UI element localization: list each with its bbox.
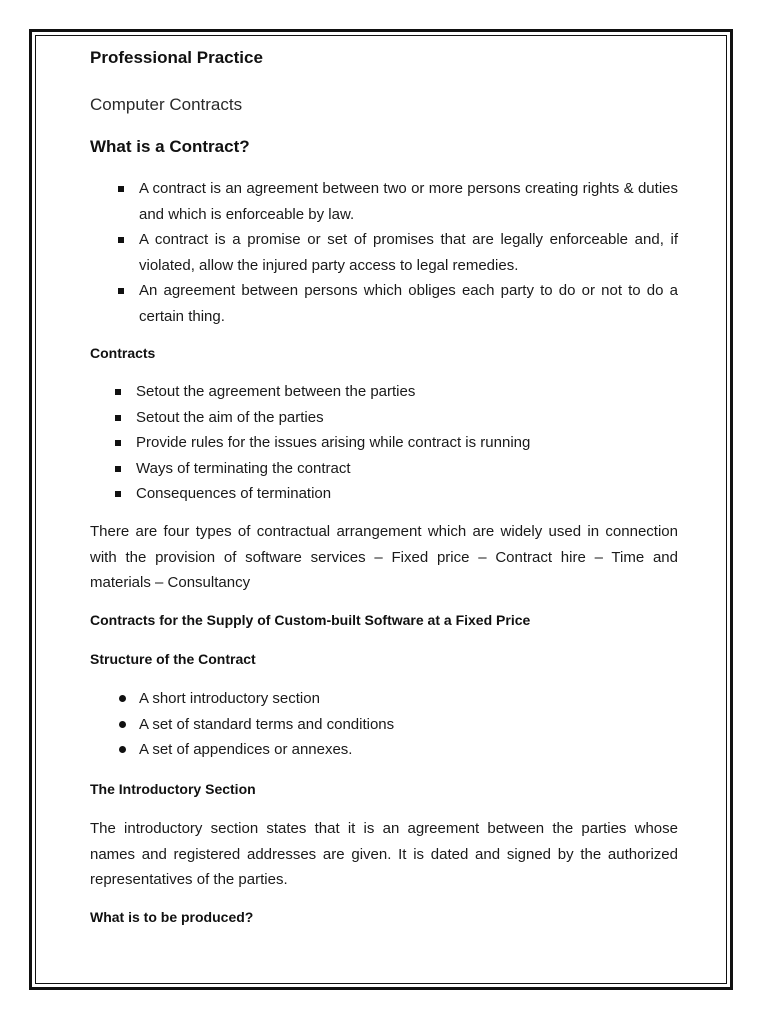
types-paragraph: There are four types of contractual arrangement which are widely used in connection with the provision of software services – Fixed price – Contract hire – Time and materials – Consultancy	[90, 523, 678, 591]
section-heading-contracts: Contracts	[90, 345, 156, 361]
list-item: Ways of terminating the contract	[136, 456, 678, 482]
definitions-list	[139, 176, 678, 329]
section-heading-fixed-price: Contracts for the Supply of Custom-built Software at a Fixed Price	[90, 612, 531, 628]
section-heading-produced: What is to be produced?	[90, 909, 254, 925]
structure-list	[139, 686, 678, 763]
list-item: A contract is an agreement between two or more persons creating rights & duties and which is enforceable by law.	[139, 176, 678, 227]
list-item: A contract is a promise or set of promises that are legally enforceable and, if violated, allow the injured party access to legal remedies.	[139, 227, 678, 278]
contracts-list	[136, 379, 678, 507]
list-item: Consequences of termination	[136, 481, 678, 507]
list-item: Setout the agreement between the parties	[136, 379, 678, 405]
section-heading-introductory: The Introductory Section	[90, 781, 256, 797]
section-heading-what-is-contract: What is a Contract?	[90, 137, 250, 156]
list-item: A short introductory section	[139, 686, 678, 712]
list-item: A set of standard terms and conditions	[139, 712, 678, 738]
document-subtitle: Computer Contracts	[90, 95, 243, 114]
list-item: A set of appendices or annexes.	[139, 737, 678, 763]
section-heading-structure: Structure of the Contract	[90, 651, 256, 667]
list-item: Provide rules for the issues arising while contract is running	[136, 430, 678, 456]
list-item: Setout the aim of the parties	[136, 405, 678, 431]
intro-paragraph: The introductory section states that it is an agreement between the parties whose names and registered addresses are given. It is dated and signed by the authorized representatives of the parties.	[90, 820, 678, 888]
list-item: An agreement between persons which obliges each party to do or not to do a certain thing.	[139, 278, 678, 329]
document-title: Professional Practice	[90, 48, 263, 67]
